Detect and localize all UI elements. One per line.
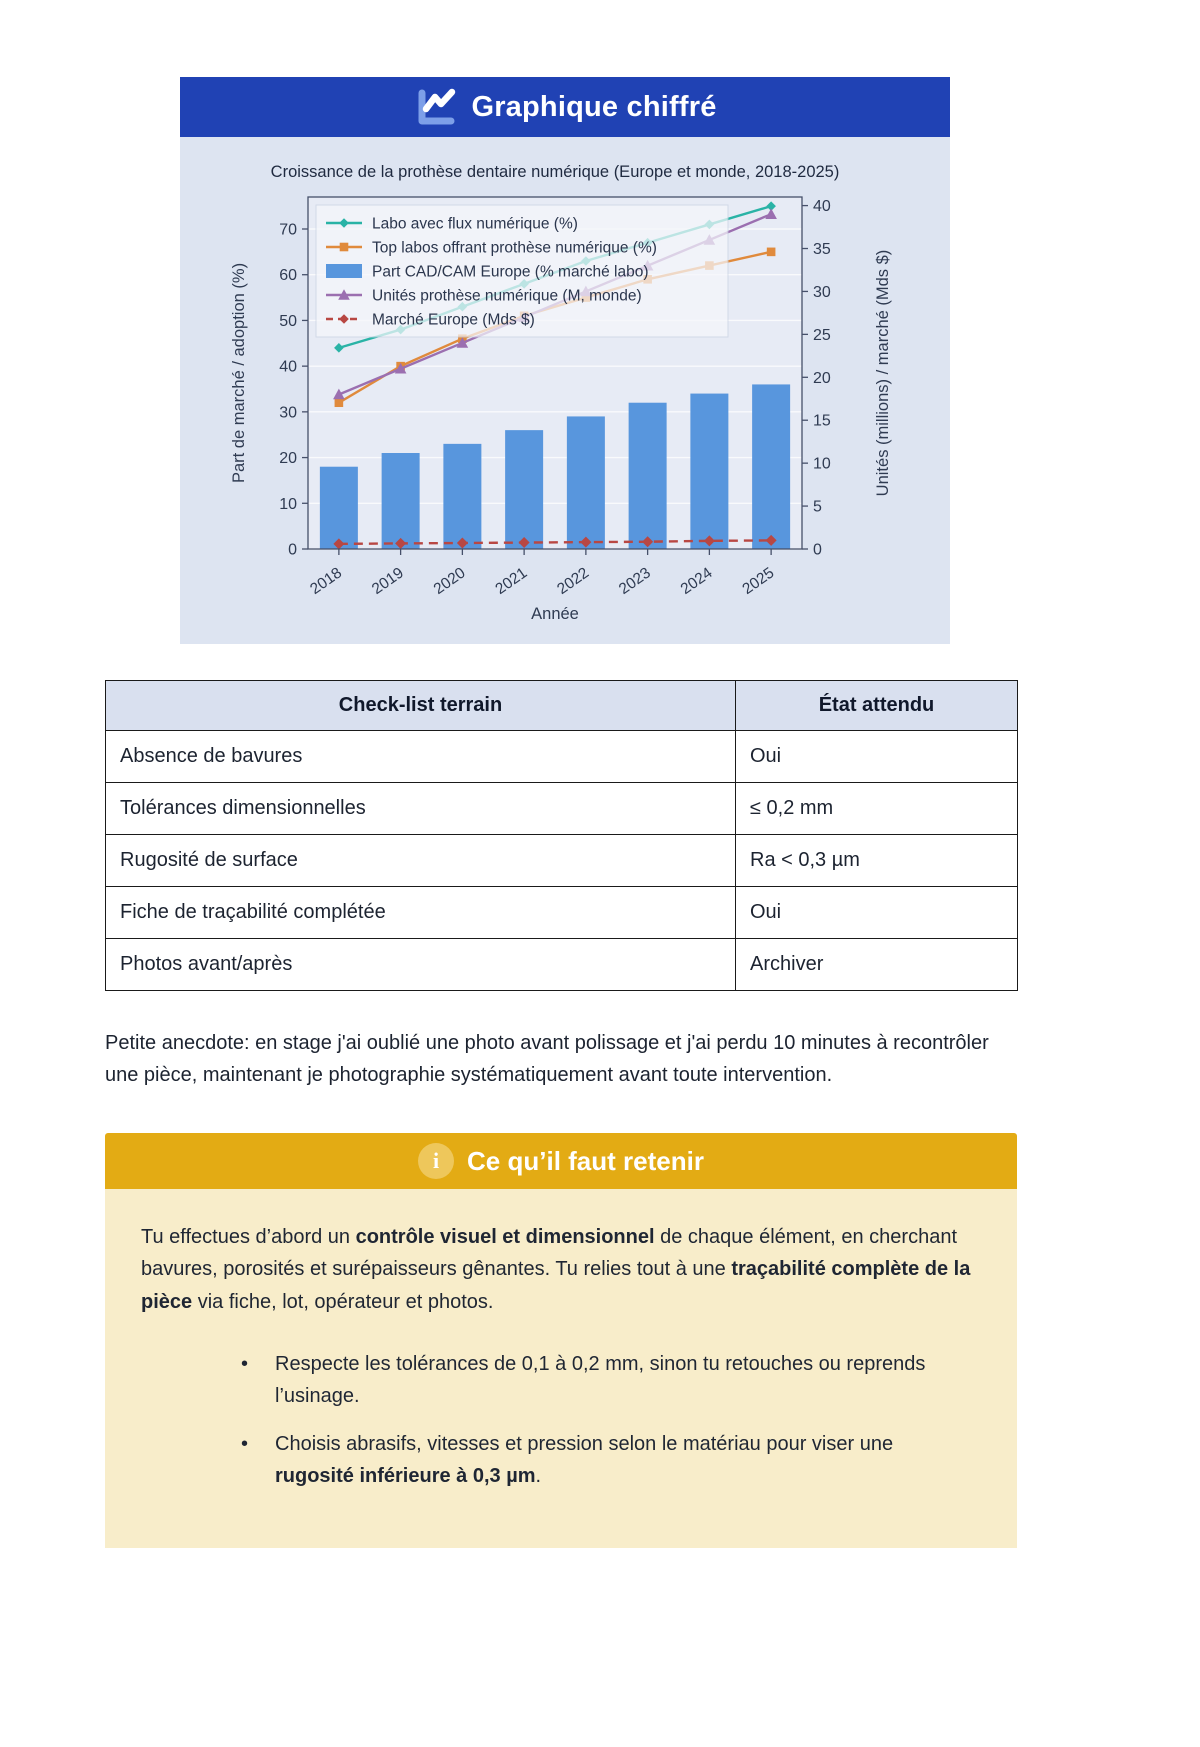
svg-text:15: 15: [813, 412, 831, 430]
table-row: [106, 731, 1018, 783]
svg-text:2018: 2018: [307, 564, 346, 599]
svg-text:0: 0: [288, 541, 297, 559]
chart-card: [180, 77, 950, 644]
growth-chart: [180, 151, 950, 633]
svg-text:Marché Europe (Mds $): Marché Europe (Mds $): [372, 311, 535, 329]
callout-paragraph: Tu effectues d’abord un contrôle visuel et dimensionnel de chaque élément, en cherchant bavures, porosités et surépaisseurs gênantes. Tu relies tout à une traçabilité complète de la pièce via fiche, lot, opérateur et photos.: [141, 1226, 971, 1313]
svg-text:20: 20: [279, 450, 297, 468]
callout-body: [105, 1189, 1017, 1548]
anecdote-paragraph: Petite anecdote: en stage j'ai oublié une photo avant polissage et j'ai perdu 10 minutes à recontrôler une pièce, maintenant je photographie systématiquement avant toute intervention.: [105, 1032, 989, 1086]
svg-text:Top labos offrant prothèse num: Top labos offrant prothèse numérique (%): [372, 239, 657, 257]
bullet-dot: •: [241, 1433, 249, 1456]
checklist-table: [105, 680, 1018, 991]
table-cell: Archiver: [736, 939, 1018, 991]
svg-text:10: 10: [813, 455, 831, 473]
svg-text:2025: 2025: [739, 564, 778, 599]
table-cell: Absence de bavures: [106, 731, 736, 783]
svg-text:70: 70: [279, 221, 297, 239]
chart-card-body: [180, 137, 950, 644]
table-row: [106, 939, 1018, 991]
svg-text:2024: 2024: [677, 564, 716, 599]
bullet-item: • Choisis abrasifs, vitesses et pression selon le matériau pour viser une rugosité inférieure à 0,3 µm.: [241, 1428, 941, 1492]
chart-card-header: [180, 77, 950, 137]
svg-text:30: 30: [279, 404, 297, 422]
svg-text:40: 40: [279, 358, 297, 376]
table-cell: ≤ 0,2 mm: [736, 783, 1018, 835]
table-row: [106, 783, 1018, 835]
bullet-dot: •: [241, 1353, 249, 1376]
svg-text:2022: 2022: [554, 564, 593, 599]
table-cell: Oui: [736, 887, 1018, 939]
table-cell: Oui: [736, 731, 1018, 783]
svg-text:0: 0: [813, 541, 822, 559]
svg-text:Année: Année: [531, 605, 579, 623]
svg-text:2020: 2020: [430, 564, 469, 599]
table-row: [106, 887, 1018, 939]
table-header-row: [106, 681, 1018, 731]
chart-legend: [316, 205, 728, 337]
header-cell-etat: État attendu: [736, 681, 1018, 731]
svg-text:Unités prothèse numérique (M,: Unités prothèse numérique (M, monde): [372, 287, 642, 305]
svg-text:5: 5: [813, 498, 822, 516]
svg-text:25: 25: [813, 326, 831, 344]
table-row: [106, 835, 1018, 887]
table-cell: Ra < 0,3 µm: [736, 835, 1018, 887]
svg-text:10: 10: [279, 495, 297, 513]
table-cell: Photos avant/après: [106, 939, 736, 991]
svg-text:Labo avec flux numérique (%): Labo avec flux numérique (%): [372, 215, 578, 233]
svg-text:60: 60: [279, 267, 297, 285]
svg-text:40: 40: [813, 198, 831, 216]
line-chart-icon: [413, 87, 457, 127]
svg-text:50: 50: [279, 312, 297, 330]
svg-text:Unités (millions) / marché (Md: Unités (millions) / marché (Mds $): [874, 249, 892, 497]
svg-text:2023: 2023: [615, 564, 654, 599]
callout-bullet-list: [141, 1348, 981, 1492]
callout-box: [105, 1133, 1017, 1548]
svg-text:30: 30: [813, 283, 831, 301]
table-cell: Rugosité de surface: [106, 835, 736, 887]
chart-card-title: Graphique chiffré: [471, 90, 717, 123]
svg-text:20: 20: [813, 369, 831, 387]
info-icon: i: [418, 1143, 454, 1179]
svg-text:2021: 2021: [492, 564, 531, 599]
checklist-table-wrap: [105, 680, 1017, 991]
table-cell: Tolérances dimensionnelles: [106, 783, 736, 835]
header-cell-checklist: Check-list terrain: [106, 681, 736, 731]
callout-title: Ce qu’il faut retenir: [467, 1145, 704, 1176]
bullet-item: • Respecte les tolérances de 0,1 à 0,2 mm, sinon tu retouches ou reprends l’usinage.: [241, 1348, 941, 1412]
table-cell: Fiche de traçabilité complétée: [106, 887, 736, 939]
svg-text:Part CAD/CAM Europe (% marché: Part CAD/CAM Europe (% marché labo): [372, 263, 649, 281]
svg-text:2019: 2019: [368, 564, 407, 599]
callout-header: [105, 1133, 1017, 1189]
svg-text:Croissance de la prothèse dent: Croissance de la prothèse dentaire numérique (Europe et monde, 2018-2025): [270, 163, 840, 181]
svg-text:35: 35: [813, 241, 831, 259]
page-root: [0, 77, 1200, 1747]
svg-text:Part de marché / adoption (%): Part de marché / adoption (%): [230, 262, 248, 484]
